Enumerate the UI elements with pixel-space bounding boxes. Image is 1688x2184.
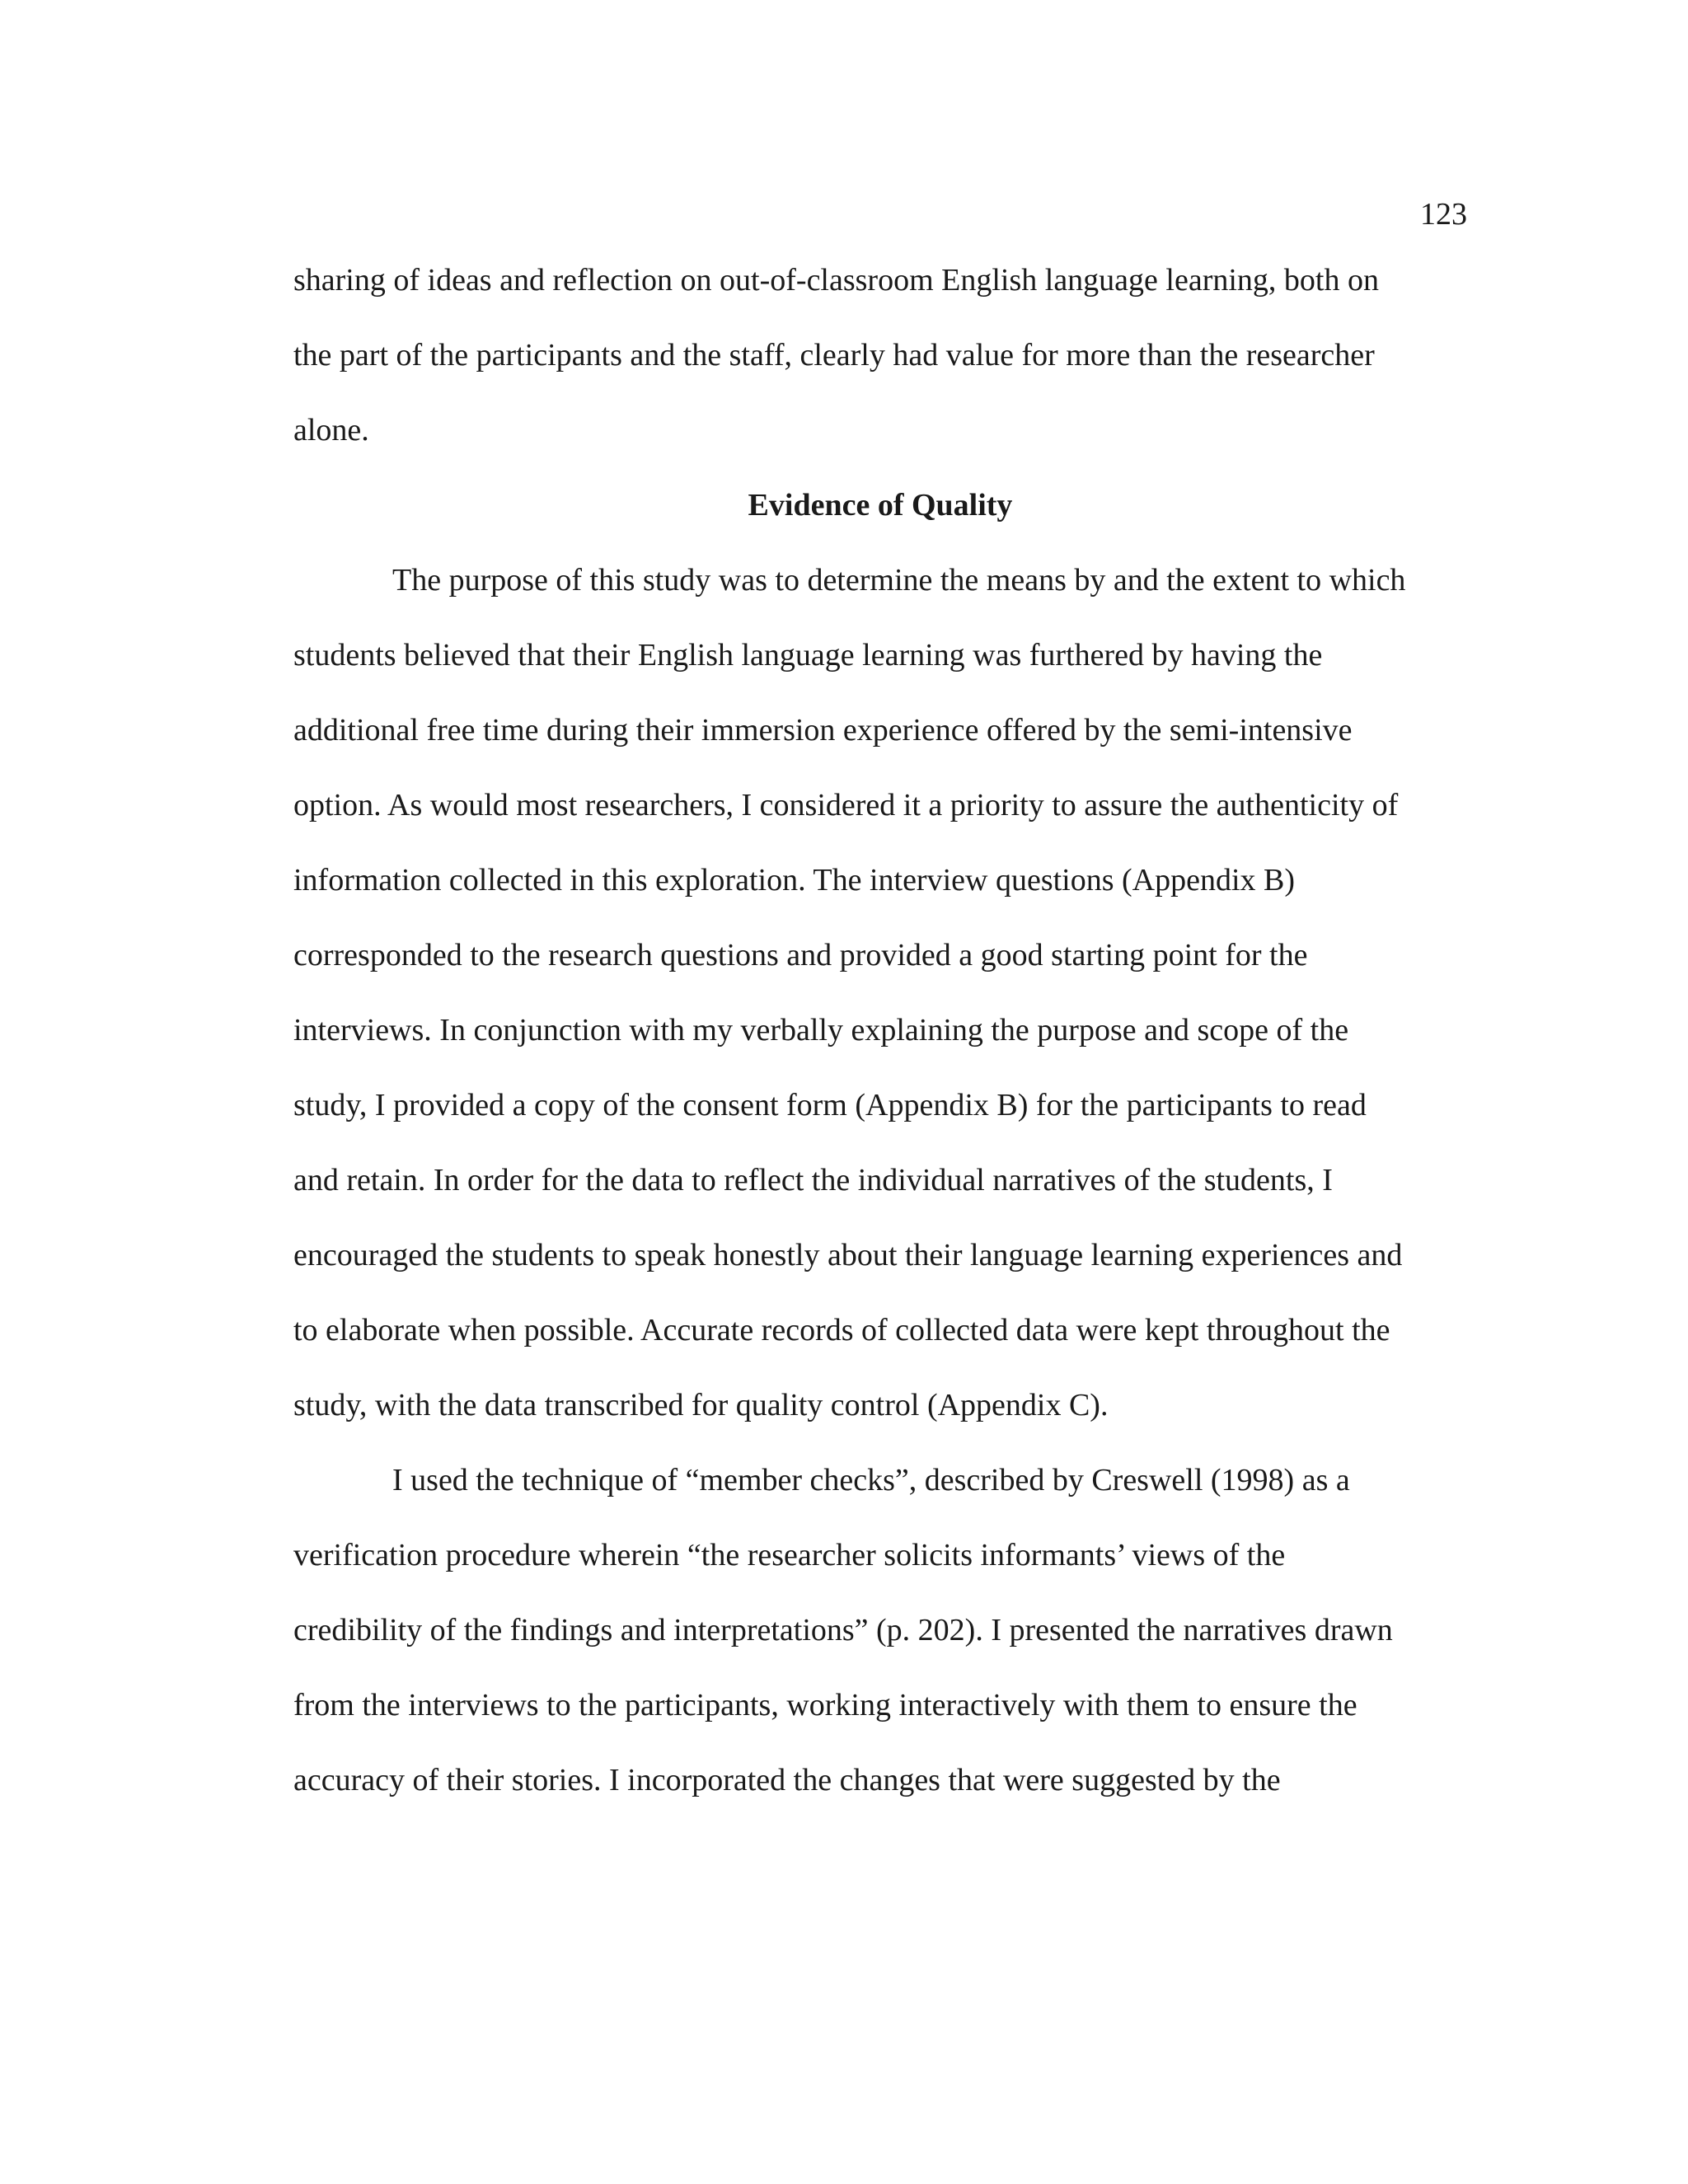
text-line: and retain. In order for the data to reflect the individual narratives of the students, I — [293, 1163, 1333, 1197]
text-line: sharing of ideas and reflection on out-of-classroom English language learning, both on — [293, 263, 1379, 298]
text-line: accuracy of their stories. I incorporated the changes that were suggested by the — [293, 1763, 1281, 1797]
text-line: interviews. In conjunction with my verbally explaining the purpose and scope of the — [293, 1013, 1349, 1047]
text-line: alone. — [293, 413, 369, 448]
text-line: credibility of the findings and interpretations” (p. 202). I presented the narratives drawn — [293, 1613, 1393, 1647]
text-line: the part of the participants and the staff, clearly had value for more than the researcher — [293, 338, 1375, 373]
page-number: 123 — [1420, 197, 1467, 232]
text-line: to elaborate when possible. Accurate records of collected data were kept throughout the — [293, 1313, 1390, 1347]
text-line: additional free time during their immersion experience offered by the semi-intensive — [293, 713, 1353, 748]
section-heading: Evidence of Quality — [748, 488, 1013, 523]
paragraph-first-line: I used the technique of “member checks”, described by Creswell (1998) as a — [392, 1463, 1350, 1497]
text-line: verification procedure wherein “the researcher solicits informants’ views of the — [293, 1538, 1286, 1572]
paragraph-first-line: The purpose of this study was to determine the means by and the extent to which — [392, 563, 1406, 598]
text-line: option. As would most researchers, I considered it a priority to assure the authenticity of — [293, 788, 1399, 823]
text-line: from the interviews to the participants, working interactively with them to ensure the — [293, 1688, 1357, 1722]
text-line: study, I provided a copy of the consent form (Appendix B) for the participants to read — [293, 1088, 1367, 1122]
text-line: corresponded to the research questions and provided a good starting point for the — [293, 938, 1308, 972]
text-line: encouraged the students to speak honestly about their language learning experiences and — [293, 1238, 1403, 1272]
text-line: study, with the data transcribed for quality control (Appendix C). — [293, 1388, 1109, 1422]
text-line: information collected in this exploration. The interview questions (Appendix B) — [293, 863, 1296, 898]
text-line: students believed that their English language learning was furthered by having the — [293, 638, 1323, 673]
